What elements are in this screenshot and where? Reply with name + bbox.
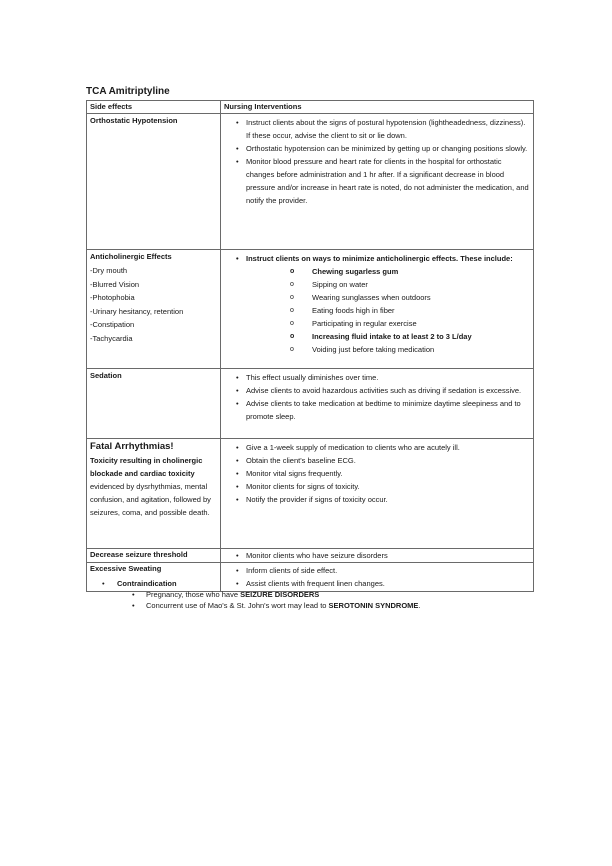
- side-effect-title: Orthostatic Hypotension: [90, 116, 178, 125]
- page-title: TCA Amitriptyline: [86, 86, 170, 97]
- side-effect-cell: [87, 439, 221, 549]
- contraindication-section: [86, 578, 421, 611]
- contraindication-item: [86, 600, 421, 611]
- side-effect-title: Fatal Arrhythmias!: [90, 441, 174, 452]
- sub-list-item: o Wearing sunglasses when outdoors: [246, 291, 530, 304]
- symptom-item: -Blurred Vision: [90, 279, 140, 289]
- sub-list-item: o Eating foods high in fiber: [246, 304, 530, 317]
- contraindication-heading: • Contraindication: [86, 578, 421, 589]
- interventions-cell: [221, 114, 534, 250]
- interventions-list: [224, 441, 530, 506]
- symptom-item: -Urinary hesitancy, retention: [90, 306, 184, 316]
- table-row: [87, 439, 534, 549]
- list-item: • Monitor blood pressure and heart rate for clients in the hospital for orthostatic changes before administration and 1 hr after. If a significant decrease in blood pressure and/or increase in heart rate is noted, do not administer the medication, and notify the provider.: [224, 155, 530, 207]
- list-item: • Advise clients to take medication at bedtime to minimize daytime sleepiness and to promote sleep.: [224, 397, 530, 423]
- symptom-item: -Constipation: [90, 320, 135, 329]
- list-item: • Inform clients of side effect.: [224, 564, 530, 577]
- list-item: • Instruct clients about the signs of postural hypotension (lightheadedness, dizziness). If these occur, advise the client to sit or lie down.: [224, 116, 530, 142]
- contraindication-emphasis: SEROTONIN SYNDROME: [328, 601, 419, 610]
- interventions-cell: [221, 369, 534, 439]
- symptom-item: -Dry mouth: [90, 266, 128, 275]
- sub-list-item: o Chewing sugarless gum: [246, 265, 530, 278]
- contraindication-text: Pregnancy, those who have: [146, 590, 239, 599]
- side-effect-cell: [87, 114, 221, 250]
- list-item: • Advise clients to avoid hazardous activities such as driving if sedation is excessive.: [224, 384, 530, 397]
- interventions-list: [224, 116, 530, 207]
- list-item: • Notify the provider if signs of toxicity occur.: [224, 493, 530, 506]
- contraindication-punctuation: .: [418, 601, 421, 610]
- sub-list-item: o Increasing fluid intake to at least 2 to 3 L/day: [246, 330, 530, 343]
- interventions-list: [224, 371, 530, 423]
- side-effect-title: Decrease seizure threshold: [90, 550, 188, 559]
- table-row: [87, 549, 534, 563]
- contraindication-text: Concurrent use of Mao's & St. John's wort may lead to: [146, 601, 327, 610]
- side-effect-cell: [87, 250, 221, 369]
- list-item: • Assist clients with frequent linen changes.: [224, 577, 530, 590]
- interventions-list: [224, 550, 530, 561]
- list-item: • Monitor vital signs frequently.: [224, 467, 530, 480]
- contraindication-emphasis: SEIZURE DISORDERS: [240, 590, 320, 599]
- list-item: • Obtain the client's baseline ECG.: [224, 454, 530, 467]
- sub-list-item: o Participating in regular exercise: [246, 317, 530, 330]
- sub-list-item: o Sipping on water: [246, 278, 530, 291]
- contraindication-item: [86, 589, 421, 600]
- table-header-row: [87, 101, 534, 114]
- table-row: [87, 369, 534, 439]
- side-effects-table: [86, 100, 534, 592]
- side-effect-title: Sedation: [90, 371, 122, 380]
- list-item: • Give a 1-week supply of medication to clients who are acutely ill.: [224, 441, 530, 454]
- table-row: [87, 250, 534, 369]
- header-side-effects: Side effects: [87, 101, 221, 114]
- side-effect-title: Anticholinergic Effects: [90, 252, 172, 261]
- side-effect-title: Excessive Sweating: [90, 564, 162, 573]
- list-item: • Monitor clients for signs of toxicity.: [224, 480, 530, 493]
- interventions-cell: [221, 250, 534, 369]
- list-item: • This effect usually diminishes over time.: [224, 371, 530, 384]
- side-effect-cell: [87, 369, 221, 439]
- list-item: • Monitor clients who have seizure disorders: [224, 550, 530, 561]
- sub-list-item: o Voiding just before taking medication: [246, 343, 530, 356]
- side-effect-cell: [87, 549, 221, 563]
- toxicity-heading: Toxicity resulting in cholinergic blockade and cardiac toxicity: [90, 456, 203, 478]
- header-nursing-interventions: Nursing Interventions: [221, 101, 534, 114]
- symptom-item: -Tachycardia: [90, 333, 133, 343]
- toxicity-description: evidenced by dysrhythmias, mental confusion, and agitation, followed by seizures, coma, and possible death.: [90, 482, 211, 517]
- list-item: • Orthostatic hypotension can be minimized by getting up or changing positions slowly.: [224, 142, 530, 155]
- sub-list: [246, 265, 530, 356]
- intro-text: Instruct clients on ways to minimize anticholinergic effects. These include:: [246, 254, 513, 263]
- list-item: [224, 252, 530, 356]
- interventions-cell: [221, 439, 534, 549]
- interventions-list: [224, 252, 530, 356]
- symptom-item: -Photophobia: [90, 293, 135, 302]
- table-row: [87, 114, 534, 250]
- interventions-cell: [221, 549, 534, 563]
